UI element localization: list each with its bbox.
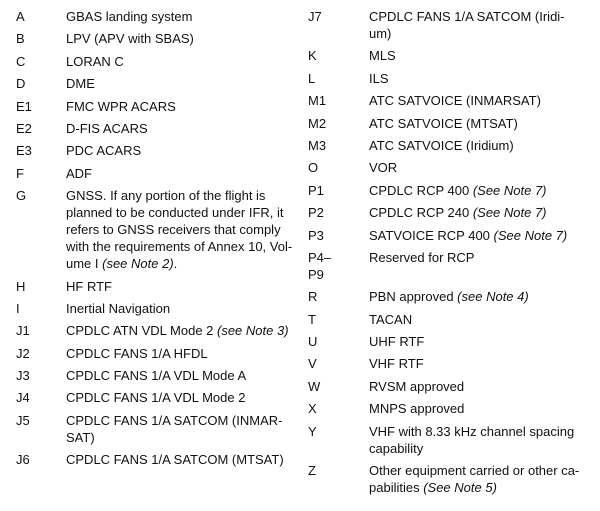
equipment-code: J1 <box>16 323 30 339</box>
equipment-code: Z <box>308 463 316 479</box>
equipment-description <box>66 345 308 362</box>
equipment-description <box>66 53 308 70</box>
equipment-code: U <box>308 334 318 350</box>
equipment-code: C <box>16 53 26 69</box>
equipment-code: O <box>308 160 319 176</box>
equipment-row <box>308 182 592 199</box>
note-reference: (see Note 2) <box>102 256 174 272</box>
equipment-code: J2 <box>16 345 30 361</box>
description-line: capability <box>369 440 424 456</box>
description-line: ume I <box>66 256 103 272</box>
equipment-code: E2 <box>16 120 32 136</box>
description-text: ADF <box>66 165 92 181</box>
equipment-row <box>308 249 592 283</box>
equipment-description <box>369 227 592 244</box>
note-reference: (see Note 3) <box>217 323 289 339</box>
equipment-description <box>66 75 308 92</box>
equipment-code: J5 <box>16 412 30 428</box>
equipment-description <box>66 322 308 339</box>
description-line: SAT) <box>66 429 95 445</box>
equipment-code: P1 <box>308 182 324 198</box>
equipment-code: J7 <box>308 9 322 24</box>
description-text: CPDLC FANS 1/A HFDL <box>66 345 208 361</box>
equipment-row <box>16 30 308 47</box>
equipment-description <box>66 8 308 25</box>
description-text: PDC ACARS <box>66 143 142 159</box>
left-column <box>16 8 308 474</box>
equipment-code: K <box>308 48 317 64</box>
equipment-row <box>308 462 592 496</box>
equipment-description <box>369 378 592 395</box>
equipment-description <box>369 115 592 132</box>
description-line: refers to GNSS receivers that comply <box>66 222 281 238</box>
description-text: MNPS approved <box>369 401 465 417</box>
equipment-description <box>66 367 308 384</box>
description-text: VOR <box>369 160 398 176</box>
description-text: ATC SATVOICE (Iridium) <box>369 137 514 153</box>
description-text: DME <box>66 76 95 92</box>
note-reference: (See Note 7) <box>493 227 568 243</box>
equipment-row <box>16 345 308 362</box>
equipment-description <box>369 249 592 266</box>
equipment-code: I <box>16 300 20 316</box>
description-text: CPDLC FANS 1/A VDL Mode 2 <box>66 390 246 406</box>
equipment-description <box>369 159 592 176</box>
equipment-description <box>66 98 308 115</box>
right-column <box>308 8 592 501</box>
equipment-code: E3 <box>16 143 32 159</box>
equipment-row <box>16 300 308 317</box>
description-text: ATC SATVOICE (INMARSAT) <box>369 93 541 109</box>
equipment-code: M3 <box>308 137 327 153</box>
description-text: CPDLC RCP 400 <box>369 182 473 198</box>
equipment-code: F <box>16 165 24 181</box>
description-text: Inertial Navigation <box>66 300 171 316</box>
equipment-description <box>66 278 308 295</box>
description-text: MLS <box>369 48 396 64</box>
equipment-description <box>66 412 308 446</box>
equipment-description <box>369 423 592 457</box>
description-suffix: . <box>173 256 178 272</box>
equipment-code: J6 <box>16 452 30 468</box>
equipment-row <box>16 165 308 182</box>
equipment-row <box>16 278 308 295</box>
equipment-row <box>16 8 308 25</box>
equipment-description <box>369 400 592 417</box>
equipment-description <box>66 389 308 406</box>
equipment-description <box>369 47 592 64</box>
equipment-row <box>308 92 592 109</box>
note-reference: (see Note 4) <box>457 289 529 305</box>
description-text: D-FIS ACARS <box>66 120 148 136</box>
description-text: RVSM approved <box>369 378 465 394</box>
equipment-row <box>308 400 592 417</box>
description-text: ATC SATVOICE (MTSAT) <box>369 115 518 131</box>
description-text: ILS <box>369 70 389 86</box>
description-text: Reserved for RCP <box>369 249 475 265</box>
equipment-row <box>308 333 592 350</box>
equipment-row <box>16 142 308 159</box>
equipment-row <box>308 227 592 244</box>
equipment-code: H <box>16 278 26 294</box>
equipment-row <box>308 8 592 42</box>
description-line: um) <box>369 26 392 41</box>
equipment-description <box>66 165 308 182</box>
equipment-description <box>369 92 592 109</box>
description-line: pabilities <box>369 480 424 496</box>
note-reference: (See Note 7) <box>472 182 547 198</box>
description-text: HF RTF <box>66 278 112 294</box>
equipment-description <box>66 120 308 137</box>
note-reference: (See Note 5) <box>423 480 497 496</box>
equipment-description <box>369 204 592 221</box>
equipment-code: E1 <box>16 98 32 114</box>
equipment-code: J3 <box>16 368 30 384</box>
equipment-code: T <box>308 311 316 327</box>
description-text: VHF RTF <box>369 356 424 372</box>
equipment-row <box>16 187 308 272</box>
equipment-description <box>369 182 592 199</box>
equipment-row <box>16 75 308 92</box>
description-text: CPDLC RCP 240 <box>369 205 473 221</box>
equipment-code: M2 <box>308 115 327 131</box>
equipment-row <box>308 423 592 457</box>
description-line: with the requirements of Annex 10, Vol- <box>66 239 293 255</box>
equipment-code: Y <box>308 423 317 439</box>
equipment-row <box>308 47 592 64</box>
equipment-code: D <box>16 76 26 92</box>
equipment-code: X <box>308 401 317 417</box>
equipment-row <box>16 120 308 137</box>
equipment-row <box>16 451 308 468</box>
equipment-code: G <box>16 188 27 204</box>
description-line: VHF with 8.33 kHz channel spacing <box>369 423 575 439</box>
equipment-description <box>66 142 308 159</box>
equipment-code <box>308 249 369 283</box>
equipment-description <box>369 311 592 328</box>
description-text: PBN approved <box>369 289 458 305</box>
description-line: GNSS. If any portion of the flight is <box>66 188 266 204</box>
description-text: CPDLC FANS 1/A VDL Mode A <box>66 368 247 384</box>
description-text: TACAN <box>369 311 413 327</box>
equipment-code-line: P4– <box>308 249 332 265</box>
equipment-description <box>369 288 592 305</box>
equipment-row <box>16 389 308 406</box>
description-text: FMC WPR ACARS <box>66 98 176 114</box>
equipment-row <box>308 288 592 305</box>
description-line: CPDLC FANS 1/A SATCOM (Iridi- <box>369 9 565 24</box>
equipment-description <box>369 462 592 496</box>
equipment-code: W <box>308 378 321 394</box>
description-line: CPDLC FANS 1/A SATCOM (INMAR- <box>66 412 283 428</box>
description-line: planned to be conducted under IFR, it <box>66 205 284 221</box>
description-line: Other equipment carried or other ca- <box>369 463 580 479</box>
note-reference: (See Note 7) <box>472 205 547 221</box>
equipment-description <box>369 70 592 87</box>
equipment-code: P2 <box>308 205 324 221</box>
equipment-row <box>308 137 592 154</box>
description-text: CPDLC ATN VDL Mode 2 <box>66 323 217 339</box>
description-text: GBAS landing system <box>66 9 193 24</box>
description-text: SATVOICE RCP 400 <box>369 227 494 243</box>
description-text: LPV (APV with SBAS) <box>66 31 194 47</box>
equipment-row <box>16 322 308 339</box>
equipment-code-line: P9 <box>308 266 324 282</box>
description-text: LORAN C <box>66 53 124 69</box>
equipment-row <box>16 412 308 446</box>
equipment-code: L <box>308 70 316 86</box>
description-text: UHF RTF <box>369 334 425 350</box>
equipment-code: M1 <box>308 93 327 109</box>
equipment-row <box>308 115 592 132</box>
equipment-description <box>66 30 308 47</box>
equipment-description <box>369 8 592 42</box>
equipment-code: J4 <box>16 390 30 406</box>
equipment-row <box>308 70 592 87</box>
equipment-description <box>369 333 592 350</box>
equipment-code: P3 <box>308 227 324 243</box>
equipment-description <box>369 137 592 154</box>
equipment-description <box>66 187 308 272</box>
equipment-row <box>308 159 592 176</box>
equipment-row <box>16 53 308 70</box>
equipment-code: B <box>16 31 25 47</box>
equipment-row <box>308 311 592 328</box>
equipment-row <box>308 378 592 395</box>
equipment-row <box>308 355 592 372</box>
equipment-description <box>369 355 592 372</box>
equipment-row <box>16 367 308 384</box>
equipment-row <box>308 204 592 221</box>
equipment-description <box>66 451 308 468</box>
equipment-code: V <box>308 356 317 372</box>
description-text: CPDLC FANS 1/A SATCOM (MTSAT) <box>66 452 284 468</box>
equipment-description <box>66 300 308 317</box>
equipment-code: A <box>16 9 25 24</box>
equipment-code: R <box>308 289 318 305</box>
equipment-row <box>16 98 308 115</box>
